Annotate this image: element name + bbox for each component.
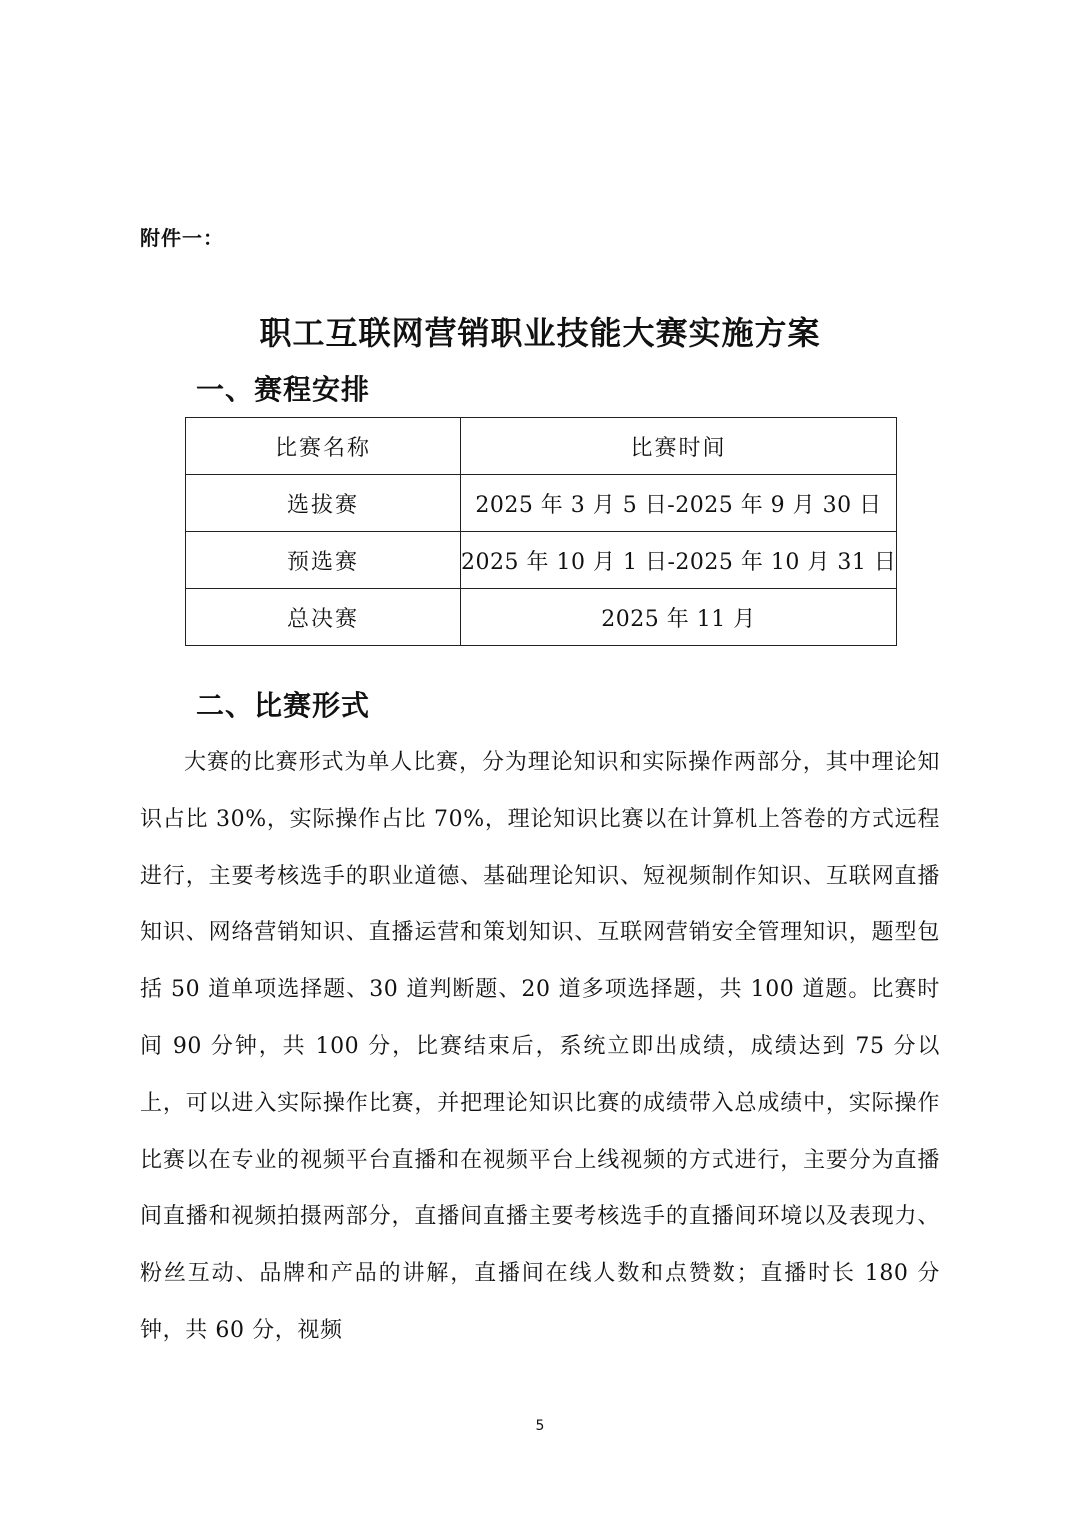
column-header-time: 比赛时间	[461, 418, 897, 475]
attachment-label: 附件一：	[140, 226, 224, 250]
section-heading-format: 二、比赛形式	[196, 689, 371, 722]
table-row	[186, 589, 897, 646]
schedule-table	[185, 417, 897, 646]
table-row	[186, 475, 897, 532]
table-row	[186, 532, 897, 589]
table-header-row	[186, 418, 897, 475]
competition-time-cell: 2025 年 3 月 5 日-2025 年 9 月 30 日	[461, 475, 897, 532]
body-paragraph: 大赛的比赛形式为单人比赛，分为理论知识和实际操作两部分，其中理论知识占比 30%，实际操作占比 70%，理论知识比赛以在计算机上答卷的方式远程进行，主要考核选手的职业道德、基础理论知识、短视频制作知识、互联网直播知识、网络营销知识、直播运营和策划知识、互联网营销安全管理知识，题型包括 50 道单项选择题、30 道判断题、20 道多项选择题，共 100 道题。比赛时间 90 分钟，共 100 分，比赛结束后，系统立即出成绩，成绩达到 75 分以上，可以进入实际操作比赛，并把理论知识比赛的成绩带入总成绩中，实际操作比赛以在专业的视频平台直播和在视频平台上线视频的方式进行，主要分为直播间直播和视频拍摄两部分，直播间直播主要考核选手的直播间环境以及表现力、粉丝互动、品牌和产品的讲解，直播间在线人数和点赞数；直播时长 180 分钟，共 60 分，视频	[140, 750, 940, 1343]
column-header-name: 比赛名称	[186, 418, 461, 475]
page-number: 5	[535, 1418, 545, 1434]
page-title: 职工互联网营销职业技能大赛实施方案	[259, 314, 821, 352]
competition-time-cell: 2025 年 11 月	[461, 589, 897, 646]
competition-name-cell: 预选赛	[186, 532, 461, 589]
section-heading-schedule: 一、赛程安排	[196, 373, 371, 406]
competition-name-cell: 总决赛	[186, 589, 461, 646]
competition-name-cell: 选拔赛	[186, 475, 461, 532]
competition-time-cell: 2025 年 10 月 1 日-2025 年 10 月 31 日	[461, 532, 897, 589]
